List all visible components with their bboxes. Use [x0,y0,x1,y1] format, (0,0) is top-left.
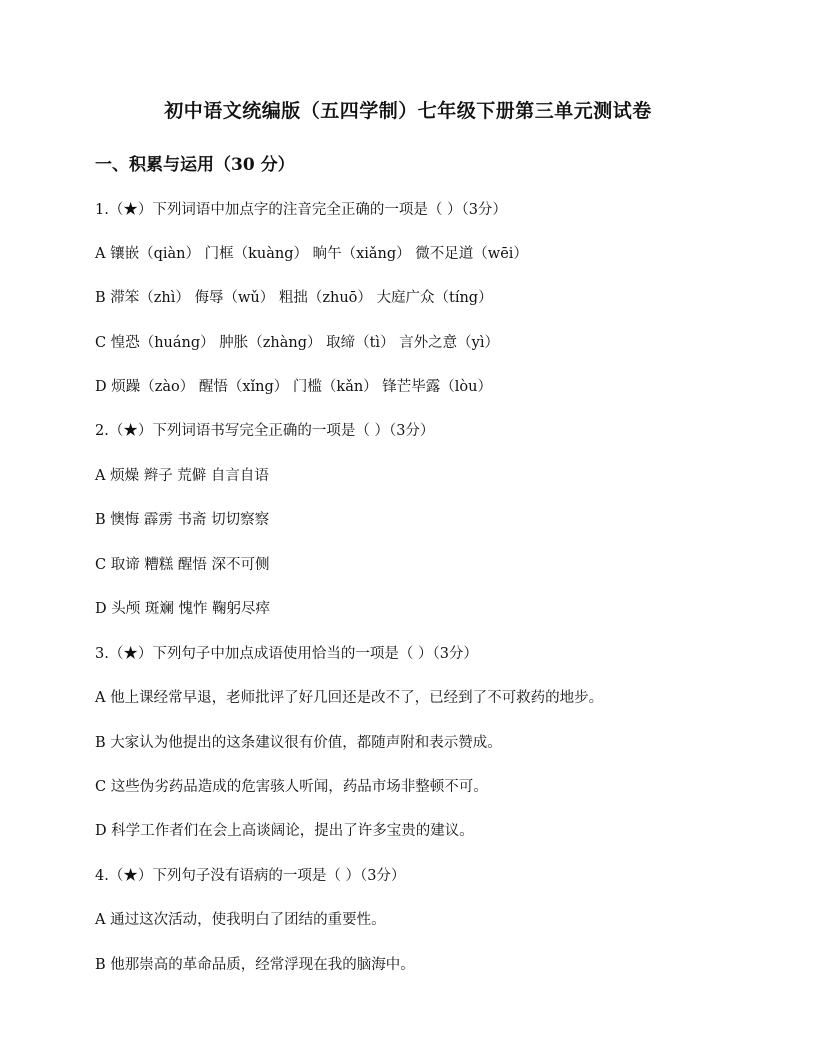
question-1-prompt: 1.（★）下列词语中加点字的注音完全正确的一项是（ ）（3分） [95,202,507,218]
question-2-option-d: D 头颅 斑斓 愧怍 鞠躬尽瘁 [95,601,271,617]
question-3-prompt: 3.（★）下列句子中加点成语使用恰当的一项是（ ）（3分） [95,646,478,662]
question-2-prompt: 2.（★）下列词语书写完全正确的一项是（ ）（3分） [95,423,435,439]
question-3-option-b: B 大家认为他提出的这条建议很有价值，都随声附和表示赞成。 [95,735,502,751]
page-title: 初中语文统编版（五四学制）七年级下册第三单元测试卷 [164,100,652,122]
question-2-option-b: B 懊悔 霹雳 书斋 切切察察 [95,512,270,528]
question-2-option-a: A 烦燥 辫子 荒僻 自言自语 [95,468,269,484]
question-3-option-c: C 这些伪劣药品造成的危害骇人听闻，药品市场非整顿不可。 [95,779,488,795]
question-1-option-d: D 烦躁（zào） 醒悟（xǐng） 门槛（kǎn） 锋芒毕露（lòu） [95,379,492,395]
question-4-prompt: 4.（★）下列句子没有语病的一项是（ ）（3分） [95,868,406,884]
section-heading: 一、积累与运用（30 分） [95,155,295,175]
question-1-option-b: B 滞笨（zhì） 侮辱（wǔ） 粗拙（zhuō） 大庭广众（tíng） [95,290,493,306]
question-3-option-d: D 科学工作者们在会上高谈阔论，提出了许多宝贵的建议。 [95,823,474,839]
question-3-option-a: A 他上课经常早退，老师批评了好几回还是改不了，已经到了不可救药的地步。 [95,690,604,706]
question-1-option-a: A 镶嵌（qiàn） 门框（kuàng） 晌午（xiǎng） 微不足道（wēi） [95,246,528,262]
question-1-option-c: C 惶恐（huáng） 肿胀（zhàng） 取缔（tì） 言外之意（yì） [95,335,500,351]
question-4-option-a: A 通过这次活动，使我明白了团结的重要性。 [95,912,386,928]
question-4-option-b: B 他那崇高的革命品质，经常浮现在我的脑海中。 [95,957,415,973]
question-2-option-c: C 取谛 糟糕 醒悟 深不可侧 [95,557,270,573]
